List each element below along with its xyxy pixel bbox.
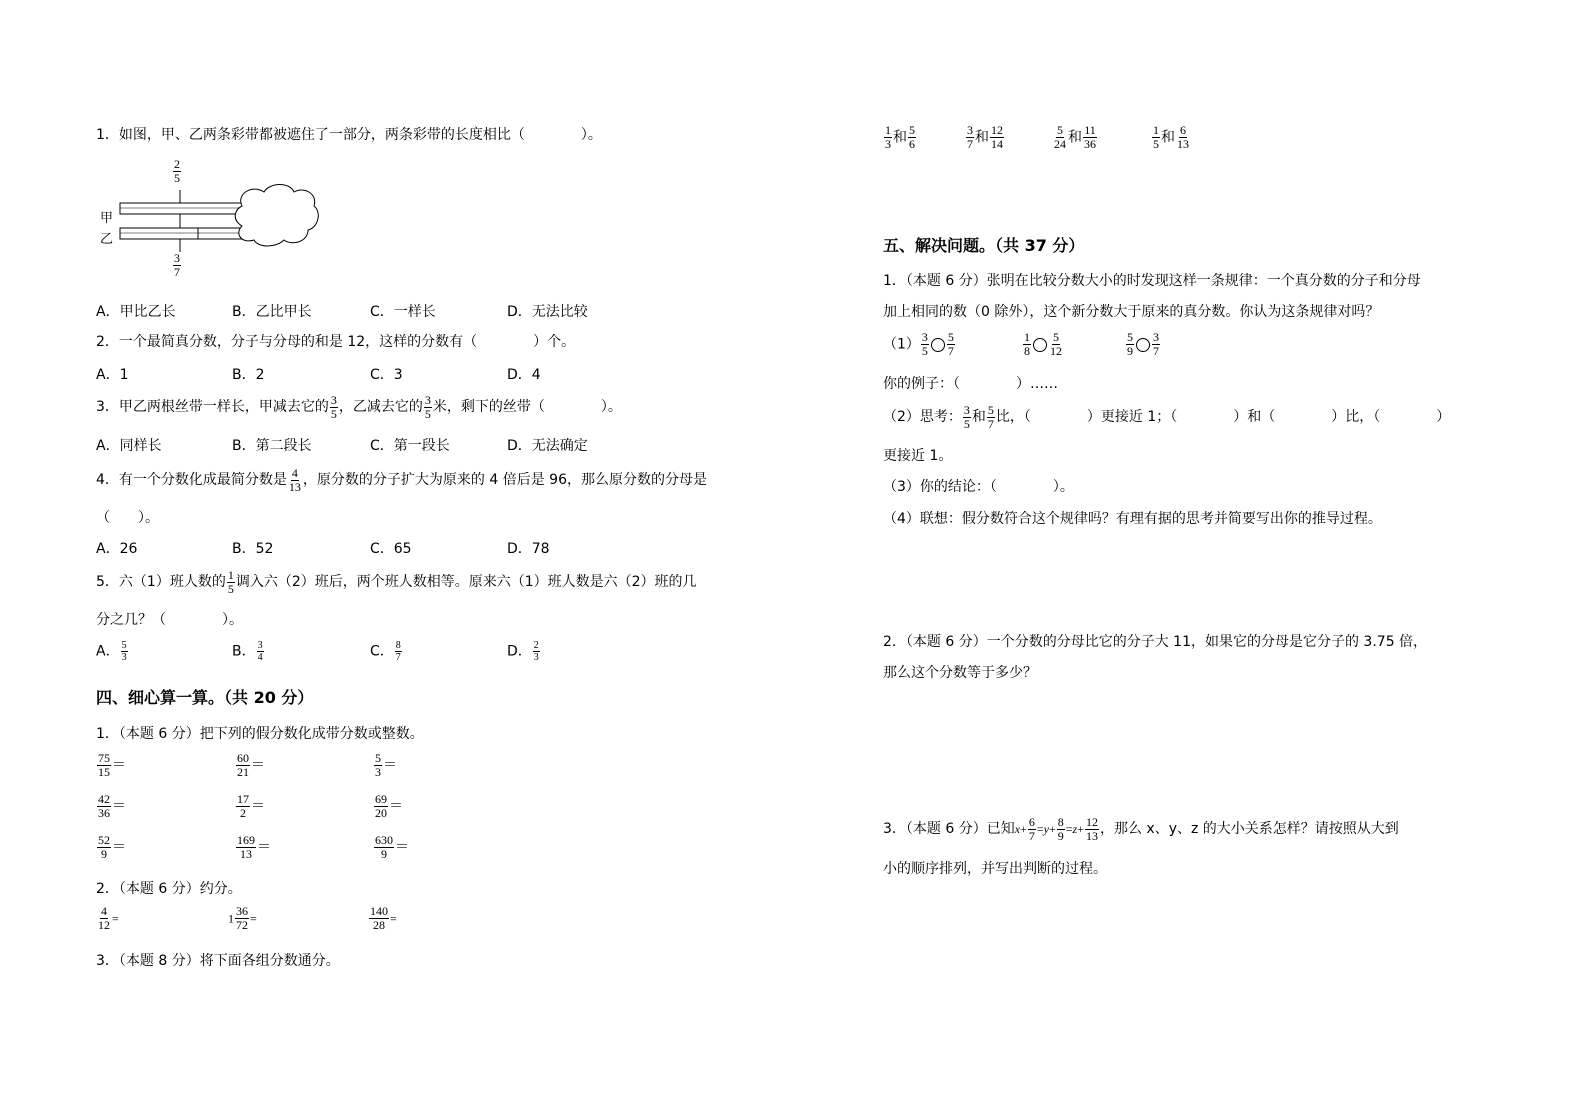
s4q1-item-r2c2: $\frac{17}{2}$ ＝ xyxy=(237,792,265,820)
ribbon-figure xyxy=(96,156,326,286)
s4q3-text: 3．（本题 8 分）将下面各组分数通分。 xyxy=(96,953,340,969)
s4q1-item-r1c1: $\frac{75}{15}$ ＝ xyxy=(98,751,126,779)
q5-text: 5．六（1）班人数的 $\frac{1}{5}$ 调入六（2）班后，两个班人数相等。原来六（1）班人数是六（2）班的几 xyxy=(96,567,697,596)
s4q2-text: 2．（本题 6 分）约分。 xyxy=(96,881,242,897)
ribbon-jia xyxy=(120,203,242,214)
q1-option-a: A．甲比乙长 xyxy=(96,304,176,320)
s4q1-text: 1．（本题 6 分）把下列的假分数化成带分数或整数。 xyxy=(96,726,424,742)
q3-option-b: B．第二段长 xyxy=(232,438,312,454)
q3-option-a: A．同样长 xyxy=(96,438,162,454)
s4q1-item-r2c3: $\frac{69}{20}$ ＝ xyxy=(375,792,403,820)
q2-option-d: D．4 xyxy=(507,367,541,383)
q3-option-d: D．无法确定 xyxy=(507,438,588,454)
s4q2-item-2: 1 $\frac{36}{72}$ = xyxy=(228,904,257,932)
s4q2-item-3: $\frac{140}{28}$ = xyxy=(370,904,397,932)
label-yi: 乙 xyxy=(100,232,114,247)
section-4-heading: 四、细心算一算。（共 20 分） xyxy=(96,688,314,707)
s5q1-line2: 加上相同的数（0 除外），这个新分数大于原来的真分数。你认为这条规律对吗？ xyxy=(883,304,1380,320)
s5q1-sub3: （3）你的结论：（ ）。 xyxy=(883,479,1074,495)
s5q1-sub1-comp2: $\frac{1}{8}$ $\frac{5}{12}$ xyxy=(1024,330,1062,358)
cloud-icon xyxy=(235,185,318,247)
s5q2-line2: 那么这个分数等于多少？ xyxy=(883,665,1037,681)
s4q1-item-r3c3: $\frac{630}{9}$ ＝ xyxy=(375,833,409,861)
q2-option-b: B．2 xyxy=(232,367,265,383)
s5q2-line1: 2．（本题 6 分）一个分数的分母比它的分子大 11，如果它的分母是它分子的 3.75 倍， xyxy=(883,634,1428,650)
s4q1-item-r3c1: $\frac{52}{9}$ ＝ xyxy=(98,833,126,861)
q2-option-c: C．3 xyxy=(370,367,403,383)
pair-1: $\frac{1}{3}$ 和 $\frac{5}{6}$ xyxy=(885,123,915,151)
compare-circle[interactable] xyxy=(1136,338,1150,352)
q3-text: 3．甲乙两根丝带一样长，甲减去它的 $\frac{3}{5}$ ，乙减去它的 $\frac{3}{5}$ 米，剩下的丝带（ ）。 xyxy=(96,392,622,421)
label-jia: 甲 xyxy=(100,211,114,226)
q2-text: 2．一个最简真分数，分子与分母的和是 12，这样的分数有（ ）个。 xyxy=(96,334,576,350)
q1-option-d: D．无法比较 xyxy=(507,304,588,320)
q5-option-a: A． $\frac{5}{3}$ xyxy=(96,640,127,663)
q1-option-b: B．乙比甲长 xyxy=(232,304,312,320)
ribbon-bottom-fraction: $\frac{3}{7}$ xyxy=(174,251,180,279)
s5q1-sub2: （2）思考： $\frac{3}{5}$ 和 $\frac{5}{7}$ 比，（ ）更接近 1；（ ）和（ ）比，（ ） xyxy=(883,402,1451,431)
s5q1-example: 你的例子：（ ）…… xyxy=(883,376,1058,392)
q5-option-c: C． $\frac{8}{7}$ xyxy=(370,640,401,663)
s4q1-item-r1c2: $\frac{60}{21}$ ＝ xyxy=(237,751,265,779)
q5-option-d: D． $\frac{2}{3}$ xyxy=(507,640,539,663)
section-5-heading: 五、解决问题。（共 37 分） xyxy=(883,236,1085,255)
ribbon-yi xyxy=(120,228,242,239)
q4-option-a: A．26 xyxy=(96,541,138,557)
s4q2-item-1: $\frac{4}{12}$ = xyxy=(98,904,119,932)
q1-option-c: C．一样长 xyxy=(370,304,436,320)
q4-option-b: B．52 xyxy=(232,541,274,557)
s5q1-sub2-line2: 更接近 1。 xyxy=(883,448,953,464)
compare-circle[interactable] xyxy=(931,338,945,352)
s4q1-item-r2c1: $\frac{42}{36}$ ＝ xyxy=(98,792,126,820)
s5q1-sub1-comp3: $\frac{5}{9}$ $\frac{3}{7}$ xyxy=(1127,330,1159,358)
pair-3: $\frac{5}{24}$ 和 $\frac{11}{36}$ xyxy=(1054,123,1096,151)
ribbon-top-fraction: $\frac{2}{5}$ xyxy=(174,157,180,185)
s5q3-line1: 3．（本题 6 分）已知x+ $\frac{6}{7}$ =y+ $\frac{8}{9}$ =z+ $\frac{12}{13}$ ，那么 x、y、z 的大小关系怎样？请按照从大到 xyxy=(883,814,1399,843)
q1-text: 1．如图，甲、乙两条彩带都被遮住了一部分，两条彩带的长度相比（ ）。 xyxy=(96,127,602,143)
ribbon-drawing xyxy=(96,156,326,286)
q5-option-b: B． $\frac{3}{4}$ xyxy=(232,640,263,663)
q4-option-c: C．65 xyxy=(370,541,412,557)
s4q1-item-r1c3: $\frac{5}{3}$ ＝ xyxy=(375,751,397,779)
s5q3-line2: 小的顺序排列，并写出判断的过程。 xyxy=(883,861,1107,877)
q4-text: 4．有一个分数化成最简分数是 $\frac{4}{13}$ ，原分数的分子扩大为原来的 4 倍后是 96，那么原分数的分母是 xyxy=(96,465,707,494)
compare-circle[interactable] xyxy=(1033,338,1047,352)
s5q1-line1: 1．（本题 6 分）张明在比较分数大小的时发现这样一条规律：一个真分数的分子和分母 xyxy=(883,273,1421,289)
q5-line2: 分之几？（ ）。 xyxy=(96,612,243,628)
s4q1-item-r3c2: $\frac{169}{13}$ ＝ xyxy=(237,833,271,861)
pair-2: $\frac{3}{7}$ 和 $\frac{12}{14}$ xyxy=(967,123,1003,151)
q2-option-a: A．1 xyxy=(96,367,129,383)
s5q1-sub4: （4）联想：假分数符合这个规律吗？有理有据的思考并简要写出你的推导过程。 xyxy=(883,511,1382,527)
q3-option-c: C．第一段长 xyxy=(370,438,450,454)
q4-line2: （ ）。 xyxy=(96,510,159,526)
s5q1-sub1: （1） $\frac{3}{5}$ $\frac{5}{7}$ xyxy=(883,330,954,358)
q4-option-d: D．78 xyxy=(507,541,550,557)
pair-4: $\frac{1}{5}$ 和 $\frac{6}{13}$ xyxy=(1153,123,1189,151)
